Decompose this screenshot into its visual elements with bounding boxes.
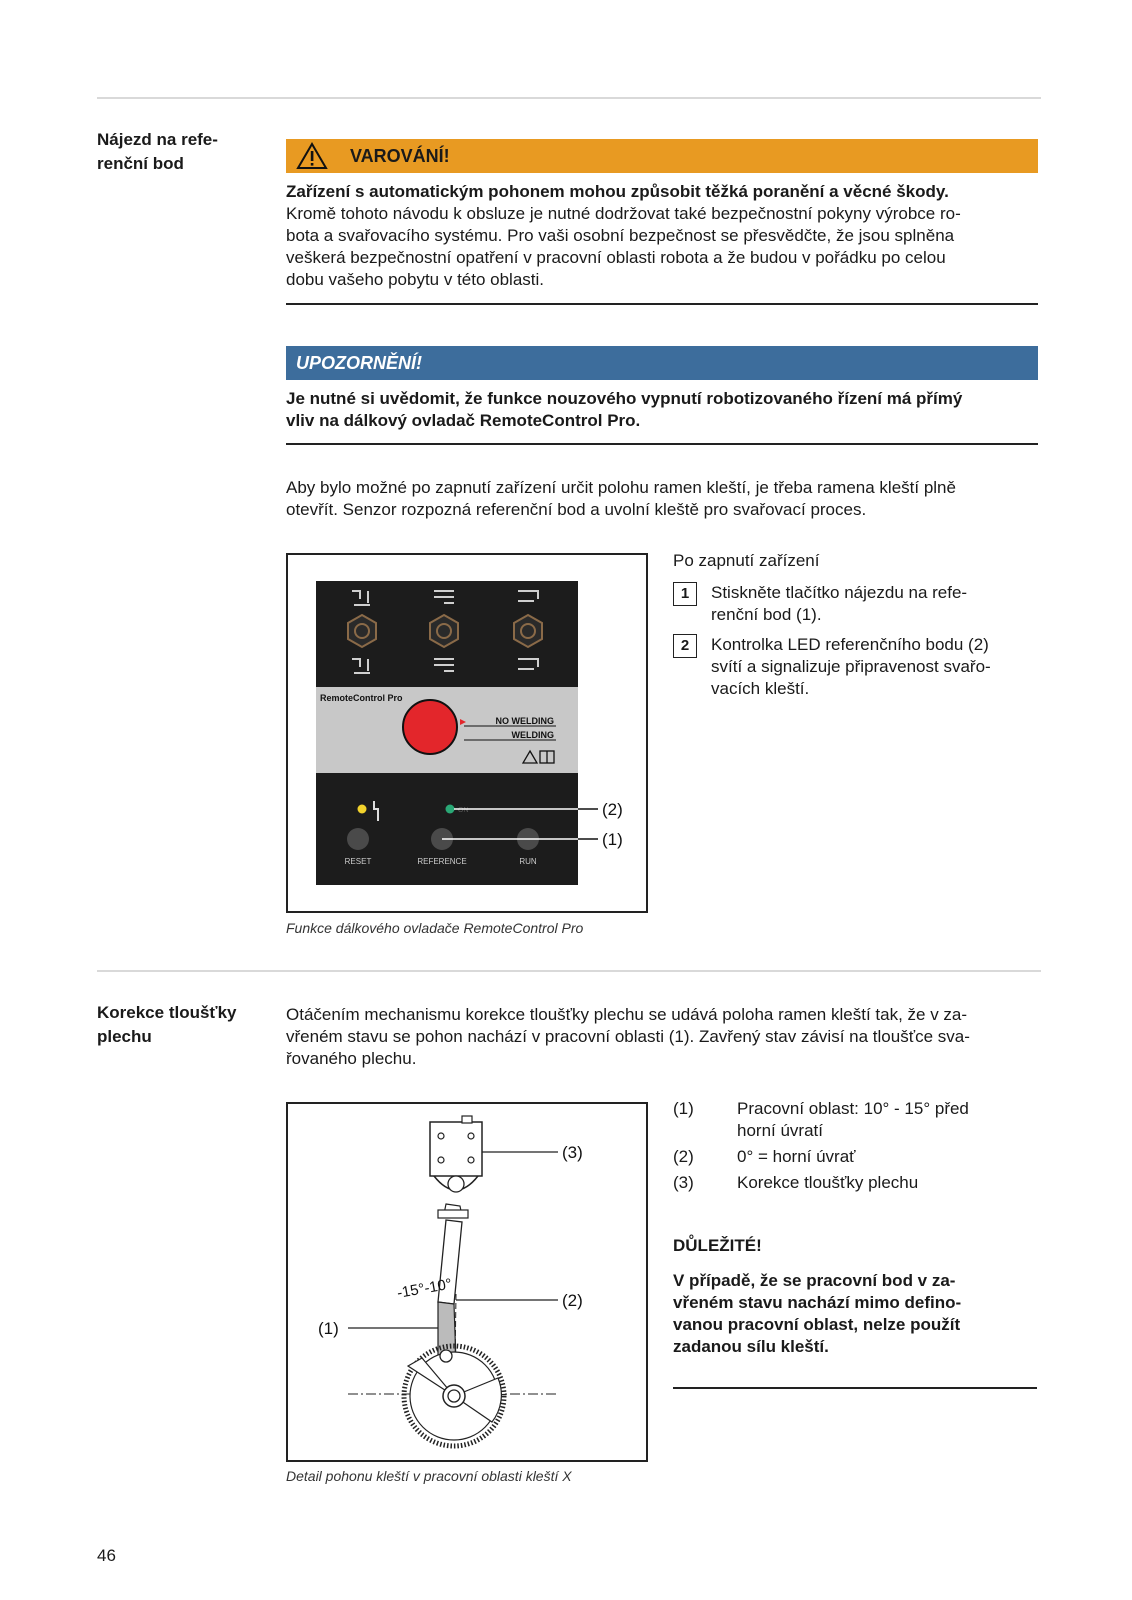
gun-drive-figure: [286, 1102, 648, 1462]
led-on-label: ON: [458, 807, 469, 814]
legend-value: 0° = horní úvrať: [737, 1147, 856, 1166]
step-number: 2: [673, 634, 697, 658]
warning-end-rule: [286, 303, 1038, 305]
notice-bold-text: Je nutné si uvědomit, že funkce nouzového vypnutí robotizovaného řízení má přímý vliv na dálkový ovladač RemoteControl Pro.: [286, 389, 963, 430]
section-heading-sheet-thickness: Korekce tloušťky plechu: [97, 1003, 237, 1046]
callout-2: (2): [602, 800, 623, 819]
important-end-rule: [673, 1387, 1037, 1389]
important-text: V případě, že se pracovní bod v za- vřeném stavu nachází mimo defino- vanou pracovní oblast, nelze použít zadanou sílu kleští.: [673, 1271, 962, 1356]
page-number: 46: [97, 1546, 116, 1565]
reference-label: REFERENCE: [417, 857, 467, 866]
callout-1-gun: (1): [318, 1319, 339, 1338]
legend-item: [673, 1098, 1037, 1142]
section-divider: [97, 970, 1041, 972]
legend-item: [673, 1172, 1037, 1194]
warning-banner: [286, 139, 1038, 173]
warning-triangle-icon: [296, 142, 328, 175]
after-power-on-text: Po zapnutí zařízení: [673, 551, 820, 570]
step-text: Kontrolka LED referenčního bodu (2) svítí a signalizuje připravenost svařo- vacích kleští.: [711, 635, 991, 698]
important-title: DŮLEŽITÉ!: [673, 1236, 762, 1255]
callout-2-gun: (2): [562, 1291, 583, 1310]
run-label: RUN: [519, 857, 537, 866]
legend-key: (1): [673, 1099, 694, 1118]
step-list: [673, 582, 1033, 702]
figure-caption-gun: Detail pohonu kleští v pracovní oblasti kleští X: [286, 1468, 572, 1484]
no-welding-label: NO WELDING: [495, 716, 554, 726]
top-divider: [97, 97, 1041, 99]
warning-bold-text: Zařízení s automatickým pohonem mohou způsobit těžká poranění a věcné škody.: [286, 182, 949, 201]
legend-key: (3): [673, 1173, 694, 1192]
legend-key: (2): [673, 1147, 694, 1166]
callout-1: (1): [602, 830, 623, 849]
legend-list: [673, 1098, 1037, 1208]
legend-value: Korekce tloušťky plechu: [737, 1173, 919, 1192]
step-number: 1: [673, 582, 697, 606]
green-led-icon: [446, 805, 455, 814]
remote-control-figure: [286, 553, 648, 913]
section-heading-reference-point: Nájezd na refe- renční bod: [97, 130, 218, 173]
reference-paragraph: Aby bylo možné po zapnutí zařízení určit polohu ramen kleští, je třeba ramena kleští plně otevřít. Senzor rozpozná referenční bod a uvolní kleště pro svařovací proces.: [286, 478, 956, 519]
figure-caption-remote: Funkce dálkového ovladače RemoteControl Pro: [286, 920, 584, 936]
warning-text: Kromě tohoto návodu k obsluze je nutné dodržovat také bezpečnostní pokyny výrobce ro- bota a svařovacího systému. Pro vaši osobní bezpečnost se přesvědčte, že jsou splněna veškerá bezpečnostní opatření v pracovní oblasti robota a že budou v pořádku po celou dobu vašeho pobytu v této oblasti.: [286, 204, 961, 289]
legend-value: Pracovní oblast: 10° - 15° před horní úvratí: [737, 1099, 969, 1140]
welding-label: WELDING: [511, 730, 554, 740]
angle-label: -15°-10°: [395, 1275, 454, 1302]
notice-title: UPOZORNĚNÍ!: [296, 353, 422, 373]
remote-control-drawing: [288, 555, 646, 911]
step-text: Stiskněte tlačítko nájezdu na refe- renční bod (1).: [711, 583, 968, 624]
yellow-led-icon: [358, 805, 367, 814]
sheet-thickness-paragraph: Otáčením mechanismu korekce tloušťky plechu se udává poloha ramen kleští tak, že v za- vřeném stavu se pohon nachází v pracovní oblasti (1). Zavřený stav závisí na tloušťce sva- řovaného plechu.: [286, 1005, 970, 1068]
notice-end-rule: [286, 443, 1038, 445]
reset-label: RESET: [344, 857, 372, 866]
emergency-stop-button-drawing: [403, 700, 457, 754]
notice-banner: [286, 346, 1038, 380]
warning-title: VAROVÁNÍ!: [350, 146, 450, 166]
device-label: RemoteControl Pro: [320, 693, 403, 703]
callout-3: (3): [562, 1143, 583, 1162]
gun-drive-drawing: [288, 1104, 646, 1460]
legend-item: [673, 1146, 1037, 1168]
